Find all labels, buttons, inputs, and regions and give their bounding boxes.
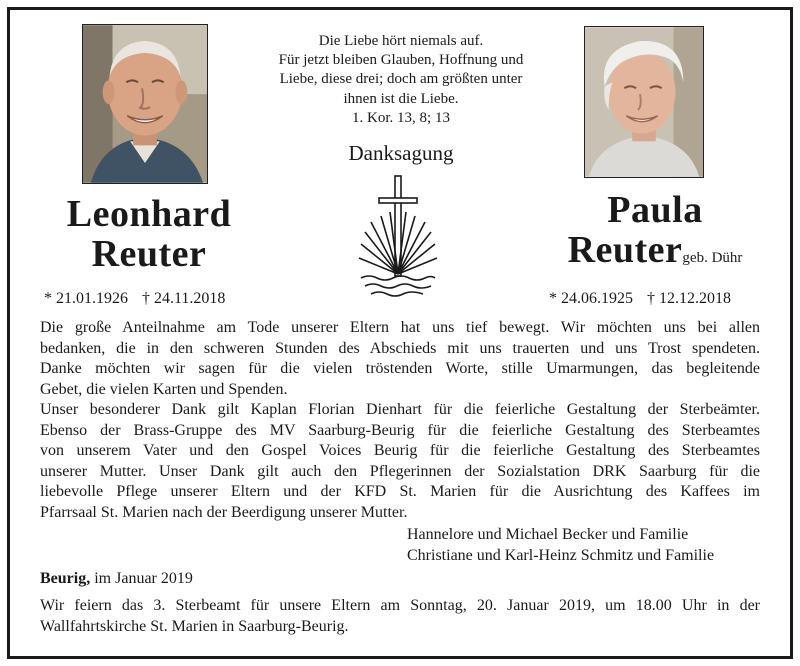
portrait-photo-right — [584, 26, 704, 178]
verse-reference: 1. Kor. 13, 8; 13 — [352, 109, 450, 126]
first-name-left: Leonhard — [66, 193, 232, 235]
birth-date-left: * 21.01.1926 — [44, 290, 128, 307]
text-line: bedanken, die in den schweren Stunden des Abschieds mit uns trauerten und uns Trost spendeten. — [40, 339, 760, 357]
life-dates-left — [44, 290, 225, 308]
text-line: unserer Mutter. Unser Dank gilt auch den Pflegerinnen der Sozialstation DRK Saarburg für die — [40, 462, 760, 480]
text-line: liebevolle Pflege unserer Eltern und der KFD St. Marien für die Ausrichtung des Kaffees im — [40, 483, 760, 500]
text-line: Gebet, die vielen Karten und Spenden. — [40, 380, 288, 398]
text-line: Ebenso der Brass-Gruppe des MV Saarburg-Beurig für die feierliche Gestaltung des Sterbeamtes — [40, 421, 760, 439]
elderly-woman-portrait-icon — [585, 27, 703, 177]
text-line: Pfarrsaal St. Marien nach der Beerdigung unserer Mutter. — [40, 503, 408, 521]
deceased-name-left — [40, 194, 258, 274]
elderly-man-portrait-icon — [83, 25, 207, 183]
death-date-right: † 12.12.2018 — [647, 290, 731, 307]
maiden-name: geb. Dühr — [682, 250, 743, 266]
signature-line: Christiane und Karl-Heinz Schmitz und Familie — [407, 546, 715, 564]
place-and-date — [40, 569, 193, 589]
last-name-right: Reuter — [567, 229, 683, 271]
signature-line: Hannelore und Michael Becker und Familie — [407, 526, 689, 543]
first-name-right: Paula — [607, 189, 703, 231]
deceased-name-right — [540, 190, 770, 278]
last-name-left: Reuter — [91, 233, 207, 275]
text-line: Danke möchten wir sagen für die vielen tröstenden Worte, stille Umarmungen, das begleitende — [40, 360, 760, 377]
verse-line: Liebe, diese drei; doch am größten unter — [279, 71, 523, 88]
death-date-left: † 24.11.2018 — [142, 290, 226, 307]
portrait-photo-left — [82, 24, 208, 184]
memorial-service-note — [40, 596, 760, 637]
cross-sunrise-water-icon — [357, 174, 439, 302]
place: Beurig, — [40, 570, 91, 587]
text-line: Die große Anteilnahme am Tode unserer Eltern hat uns tief bewegt. Wir möchten uns bei allen — [40, 319, 760, 336]
verse-line: Die Liebe hört niemals auf. — [318, 33, 484, 49]
text-line: Unser besonderer Dank gilt Kaplan Florian Dienhart für die feierliche Gestaltung der Sterbeämter. — [40, 401, 760, 418]
verse-line: ihnen ist die Liebe. — [343, 90, 459, 107]
family-signatures — [407, 525, 714, 566]
text-line: Wir feiern das 3. Sterbeamt für unsere Eltern am Sonntag, 20. Januar 2019, um 18.00 Uhr in der — [40, 597, 760, 614]
birth-date-right: * 24.06.1925 — [549, 290, 633, 307]
verse-line: Für jetzt bleiben Glauben, Hoffnung und — [278, 52, 524, 69]
life-dates-right — [549, 290, 731, 308]
text-line: Wallfahrtskirche St. Marien in Saarburg-Beurig. — [40, 617, 349, 635]
text-line: von unserem Vater und den Gospel Voices Beurig für die feierliche Gestaltung des Sterbeamtes — [40, 442, 760, 459]
date: im Januar 2019 — [94, 570, 193, 587]
thank-you-text — [40, 318, 760, 523]
bible-verse — [270, 32, 532, 128]
notice-heading: Danksagung — [348, 141, 454, 165]
